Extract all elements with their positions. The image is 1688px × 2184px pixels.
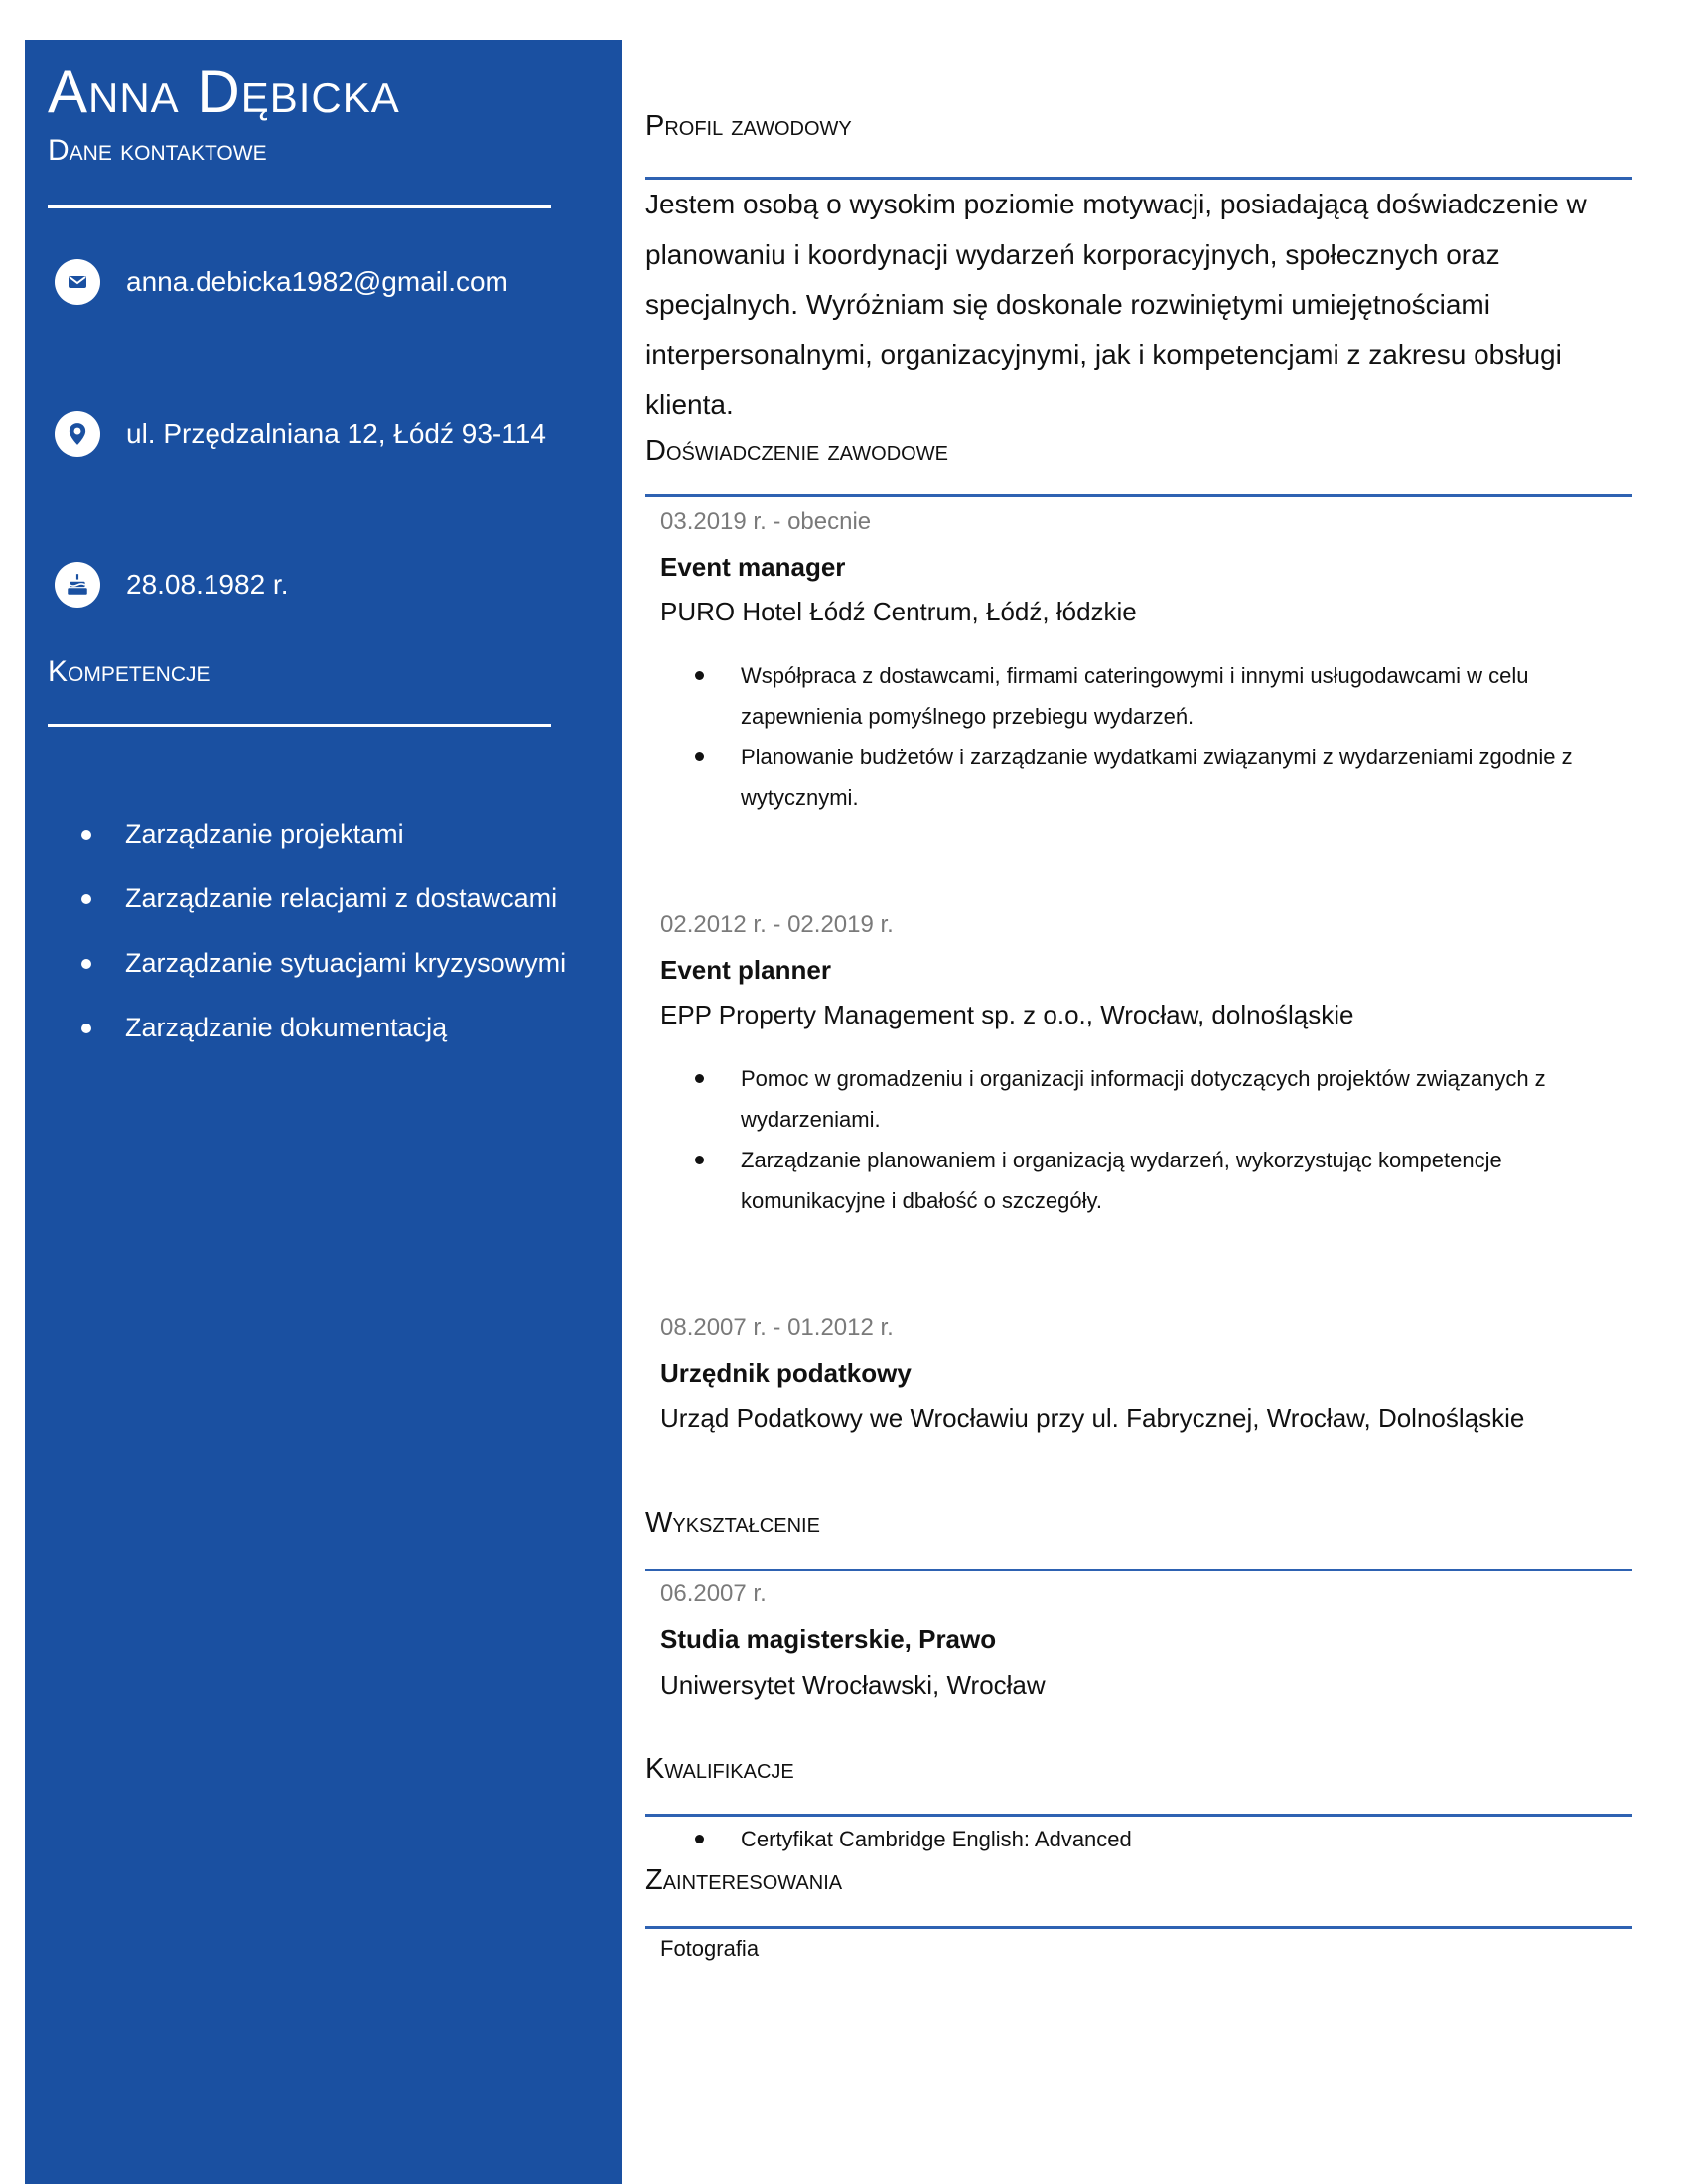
sidebar [25,40,622,2184]
job-employer: EPP Property Management sp. z o.o., Wrocław, dolnośląskie [660,1000,1354,1029]
duty-item: Pomoc w gromadzeniu i organizacji informacji dotyczących projektów związanych z wydarzeniami. [695,1058,1609,1140]
education-heading: Wykształcenie [645,1507,820,1539]
candidate-name: Anna Dębicka [48,59,400,125]
interests-heading: Zainteresowania [645,1864,843,1896]
job-employer: Urząd Podatkowy we Wrocławiu przy ul. Fabrycznej, Wrocław, Dolnośląskie [660,1403,1525,1433]
skill-item [74,1013,566,1077]
qualifications-heading: Kwalifikacje [645,1753,794,1785]
birth-date-text: 28.08.1982 r. [126,569,289,600]
contact-heading: Dane kontaktowe [48,134,267,167]
education-degree: Studia magisterskie, Prawo [660,1624,997,1654]
job-employer: PURO Hotel Łódź Centrum, Łódź, łódzkie [660,597,1137,626]
qualifications-divider [645,1814,1632,1817]
contact-birth-date [55,562,288,608]
profile-text: Jestem osobą o wysokim poziomie motywacji, posiadającą doświadczenie w planowaniu i koordynacji wydarzeń korporacyjnych, społecznych oraz specjalnych. Wyróżniam się doskonale rozwiniętymi umiejętnościami interpersonalnymi, organizacyjnymi, jak i kompetencjami z zakresu obsługi klienta. [645,189,1587,420]
job-title: Event planner [660,955,831,985]
education-divider [645,1569,1632,1571]
main-content [645,0,1638,2184]
contact-divider [48,205,551,208]
skill-label: Zarządzanie dokumentacją [125,1013,448,1042]
education-date: 06.2007 r. [660,1580,767,1607]
job-duties [695,655,1609,818]
cake-icon [55,562,100,608]
duty-item: Zarządzanie planowaniem i organizacją wydarzeń, wykorzystując kompetencje komunikacyjne i dbałość o szczegóły. [695,1140,1609,1221]
education-school: Uniwersytet Wrocławski, Wrocław [660,1670,1046,1700]
skills-divider [48,724,551,727]
qualifications-list [695,1819,1609,1859]
qualification-item: Certyfikat Cambridge English: Advanced [695,1819,1609,1859]
experience-heading: Doświadczenie zawodowe [645,435,948,467]
bullet-icon [81,959,91,969]
job-title: Urzędnik podatkowy [660,1358,912,1388]
location-pin-icon [55,411,100,457]
duty-item: Współpraca z dostawcami, firmami cateringowymi i innymi usługodawcami w celu zapewnienia pomyślnego przebiegu wydarzeń. [695,655,1609,737]
duty-item: Planowanie budżetów i zarządzanie wydatkami związanymi z wydarzeniami zgodnie z wytycznymi. [695,737,1609,818]
skills-list [74,819,566,1077]
envelope-icon [55,259,100,305]
skill-item [74,884,566,948]
skill-label: Zarządzanie relacjami z dostawcami [125,884,558,913]
job-title: Event manager [660,552,846,582]
bullet-icon [81,830,91,840]
profile-heading: Profil zawodowy [645,110,852,142]
job-date: 08.2007 r. - 01.2012 r. [660,1314,894,1341]
address-text: ul. Przędzalniana 12, Łódź 93-114 [126,418,546,449]
contact-address [55,411,546,457]
email-text: anna.debicka1982@gmail.com [126,266,508,297]
job-date: 02.2012 r. - 02.2019 r. [660,911,894,938]
interests-divider [645,1926,1632,1929]
skill-item [74,948,566,1013]
bullet-icon [81,1024,91,1033]
skill-label: Zarządzanie sytuacjami kryzysowymi [125,948,567,978]
bullet-icon [81,894,91,904]
skills-heading: Kompetencje [48,655,211,688]
skill-label: Zarządzanie projektami [125,819,404,849]
experience-divider [645,494,1632,497]
job-duties [695,1058,1609,1221]
interests-text: Fotografia [660,1936,760,1961]
job-date: 03.2019 r. - obecnie [660,508,872,535]
contact-email[interactable] [55,259,508,305]
skill-item [74,819,566,884]
